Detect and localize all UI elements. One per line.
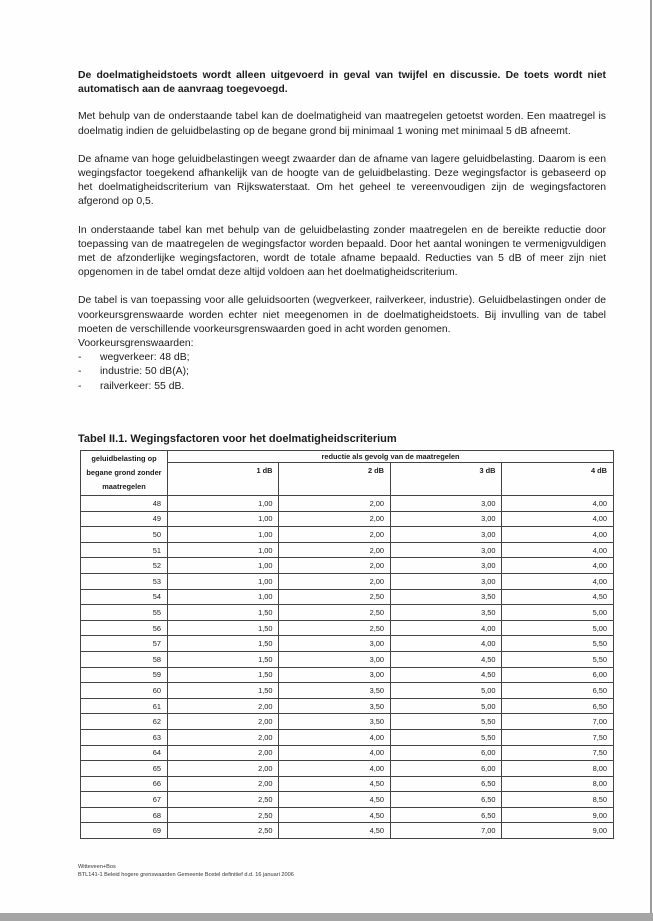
factor-cell: 5,50: [502, 651, 614, 667]
factor-cell: 5,00: [390, 683, 501, 699]
factor-cell: 4,00: [502, 527, 614, 543]
factor-cell: 2,50: [168, 823, 279, 839]
factor-cell: 1,00: [168, 542, 279, 558]
table-row: [81, 527, 614, 543]
factor-cell: 4,50: [279, 776, 390, 792]
table-row: [81, 807, 614, 823]
factor-cell: 2,00: [168, 698, 279, 714]
noise-level-cell: 65: [81, 761, 168, 777]
factor-cell: 2,00: [279, 542, 390, 558]
table-row: [81, 496, 614, 512]
factor-cell: 1,50: [168, 683, 279, 699]
factor-cell: 9,00: [502, 807, 614, 823]
factor-cell: 3,50: [279, 714, 390, 730]
noise-level-cell: 56: [81, 620, 168, 636]
factor-cell: 4,00: [390, 620, 501, 636]
factor-cell: 2,00: [279, 496, 390, 512]
factor-cell: 4,00: [279, 761, 390, 777]
noise-level-cell: 63: [81, 729, 168, 745]
noise-level-cell: 55: [81, 605, 168, 621]
group-header: reductie als gevolg van de maatregelen: [168, 451, 614, 463]
table-row: [81, 667, 614, 683]
table-row: [81, 745, 614, 761]
noise-level-cell: 60: [81, 683, 168, 699]
factor-cell: 1,50: [168, 636, 279, 652]
factor-cell: 3,50: [279, 683, 390, 699]
noise-level-cell: 64: [81, 745, 168, 761]
factor-cell: 2,00: [168, 714, 279, 730]
noise-level-cell: 49: [81, 511, 168, 527]
factor-cell: 4,00: [502, 542, 614, 558]
factor-cell: 6,00: [390, 761, 501, 777]
factor-cell: 6,50: [390, 792, 501, 808]
list-item: - industrie: 50 dB(A);: [78, 365, 606, 379]
factor-cell: 5,50: [390, 729, 501, 745]
factor-cell: 2,00: [279, 558, 390, 574]
factor-cell: 6,00: [502, 667, 614, 683]
factor-cell: 1,00: [168, 511, 279, 527]
column-header: 4 dB: [502, 463, 614, 496]
table-row: [81, 511, 614, 527]
factor-cell: 6,50: [502, 683, 614, 699]
factor-cell: 4,50: [390, 651, 501, 667]
table-row: [81, 542, 614, 558]
factor-cell: 3,00: [279, 667, 390, 683]
table-row: [81, 683, 614, 699]
factor-cell: 3,50: [390, 589, 501, 605]
noise-level-cell: 50: [81, 527, 168, 543]
factor-cell: 5,50: [502, 636, 614, 652]
factor-cell: 4,50: [279, 807, 390, 823]
factor-cell: 8,50: [502, 792, 614, 808]
footer-reference: BTL141-1 Beleid hogere grenswaarden Gemeente Boxtel definitief d.d. 16 januari 2006: [78, 871, 294, 878]
factor-cell: 7,00: [502, 714, 614, 730]
factor-cell: 2,00: [168, 745, 279, 761]
column-header: 2 dB: [279, 463, 390, 496]
table-row: [81, 823, 614, 839]
factor-cell: 3,00: [390, 496, 501, 512]
factor-cell: 1,50: [168, 651, 279, 667]
factor-cell: 4,00: [279, 729, 390, 745]
table-row: [81, 620, 614, 636]
factor-cell: 3,50: [390, 605, 501, 621]
factor-cell: 5,50: [390, 714, 501, 730]
factor-cell: 2,00: [168, 776, 279, 792]
factor-cell: 7,50: [502, 745, 614, 761]
paragraph-2: De afname van hoge geluidbelastingen weegt zwaarder dan de afname van lagere geluidbelasting. Daarom is een wegingsfactor toegekend afhankelijk van de hoogte van de geluidbelasting. Deze wegingsfactor is gebaseerd op het doelmatigheidscriterium van Rijkswaterstaat. Om het geheel te vereenvoudigen zijn de wegingsfactoren afgerond op 0,5.: [78, 153, 606, 208]
factor-cell: 2,50: [168, 807, 279, 823]
paragraph-1: Met behulp van de onderstaande tabel kan de doelmatigheid van maatregelen getoetst worden. Een maatregel is doelmatig indien de geluidbelasting op de begane grond bij minimaal 1 woning met minimaal 5 dB afneemt.: [78, 111, 606, 137]
factor-cell: 1,00: [168, 558, 279, 574]
factor-cell: 4,00: [390, 636, 501, 652]
factor-cell: 4,50: [279, 823, 390, 839]
factor-cell: 4,50: [279, 792, 390, 808]
noise-level-cell: 69: [81, 823, 168, 839]
page-footer: [78, 864, 294, 879]
factor-cell: 4,50: [502, 589, 614, 605]
factor-cell: 5,00: [390, 698, 501, 714]
factor-cell: 3,00: [390, 542, 501, 558]
noise-level-cell: 58: [81, 651, 168, 667]
table-row: [81, 573, 614, 589]
factor-cell: 8,00: [502, 761, 614, 777]
noise-level-cell: 67: [81, 792, 168, 808]
table-body: [81, 496, 614, 839]
factor-cell: 3,00: [279, 636, 390, 652]
factor-cell: 4,00: [502, 573, 614, 589]
factor-cell: 2,50: [279, 605, 390, 621]
viewer-bottom-edge: [0, 913, 653, 921]
noise-level-cell: 68: [81, 807, 168, 823]
threshold-list: [78, 351, 606, 394]
noise-level-cell: 48: [81, 496, 168, 512]
factor-cell: 3,00: [390, 511, 501, 527]
column-header: 3 dB: [390, 463, 501, 496]
factor-cell: 1,50: [168, 605, 279, 621]
table-row: [81, 558, 614, 574]
table-row: [81, 636, 614, 652]
paragraph-4: [78, 294, 606, 393]
table-row: [81, 605, 614, 621]
factor-cell: 2,00: [168, 761, 279, 777]
list-item: - railverkeer: 55 dB.: [78, 380, 606, 394]
applicability-text: De tabel is van toepassing voor alle geluidsoorten (wegverkeer, railverkeer, industrie). Geluidbelastingen onder de voorkeursgrenswaarde worden echter niet meegenomen in de doelmatigheidstoets. Bij invulling van de tabel moeten de verschillende voorkeursgrenswaarden goed in acht worden genomen.: [78, 295, 606, 335]
factor-cell: 2,50: [279, 620, 390, 636]
factor-cell: 2,50: [279, 589, 390, 605]
factor-cell: 2,00: [168, 729, 279, 745]
table-row: [81, 729, 614, 745]
factor-cell: 7,50: [502, 729, 614, 745]
paragraph-3: In onderstaande tabel kan met behulp van de geluidbelasting zonder maatregelen en de bereikte reductie door toepassing van de maatregelen de wegingsfactor worden bepaald. Door het aantal woningen te vermenigvuldigen met de afzonderlijke wegingsfactoren, wordt de totale afname bepaald. Reducties van 5 dB of meer zijn niet opgenomen in de tabel omdat deze altijd voldoen aan het doelmatigheidscriterium.: [78, 224, 606, 279]
factor-cell: 3,00: [390, 558, 501, 574]
factor-cell: 4,00: [502, 558, 614, 574]
factor-cell: 8,00: [502, 776, 614, 792]
list-heading: Voorkeursgrenswaarden:: [78, 338, 194, 350]
table-row: [81, 761, 614, 777]
noise-level-cell: 52: [81, 558, 168, 574]
factor-cell: 1,00: [168, 496, 279, 512]
factor-cell: 1,00: [168, 527, 279, 543]
noise-level-cell: 53: [81, 573, 168, 589]
factor-cell: 2,00: [279, 527, 390, 543]
noise-level-cell: 59: [81, 667, 168, 683]
factor-cell: 5,00: [502, 605, 614, 621]
footer-company: Witteveen+Bos: [78, 864, 116, 870]
factor-cell: 1,00: [168, 589, 279, 605]
factor-cell: 4,50: [390, 667, 501, 683]
lead-paragraph: De doelmatigheidstoets wordt alleen uitgevoerd in geval van twijfel en discussie. De toets wordt niet automatisch aan de aanvraag toegevoegd.: [78, 70, 606, 96]
factor-cell: 1,50: [168, 667, 279, 683]
factor-cell: 9,00: [502, 823, 614, 839]
factor-cell: 6,50: [390, 807, 501, 823]
factor-cell: 3,50: [279, 698, 390, 714]
factor-cell: 6,50: [390, 776, 501, 792]
weighting-factors-table: [80, 450, 614, 839]
noise-level-cell: 66: [81, 776, 168, 792]
factor-cell: 4,00: [279, 745, 390, 761]
factor-cell: 4,00: [502, 511, 614, 527]
factor-cell: 2,50: [168, 792, 279, 808]
factor-cell: 1,50: [168, 620, 279, 636]
table-row: [81, 698, 614, 714]
factor-cell: 6,50: [502, 698, 614, 714]
table-row: [81, 776, 614, 792]
table-row: [81, 714, 614, 730]
noise-level-cell: 62: [81, 714, 168, 730]
row-header: geluidbelasting op begane grond zonder maatregelen: [81, 451, 168, 496]
noise-level-cell: 57: [81, 636, 168, 652]
table-title: Tabel II.1. Wegingsfactoren voor het doelmatigheidscriterium: [78, 433, 397, 445]
noise-level-cell: 51: [81, 542, 168, 558]
table-row: [81, 589, 614, 605]
factor-cell: 7,00: [390, 823, 501, 839]
factor-cell: 3,00: [390, 573, 501, 589]
list-item: - wegverkeer: 48 dB;: [78, 351, 606, 365]
factor-cell: 4,00: [502, 496, 614, 512]
factor-cell: 6,00: [390, 745, 501, 761]
factor-cell: 3,00: [390, 527, 501, 543]
factor-cell: 3,00: [279, 651, 390, 667]
table-row: [81, 792, 614, 808]
factor-cell: 1,00: [168, 573, 279, 589]
factor-cell: 2,00: [279, 511, 390, 527]
document-body: [78, 69, 606, 394]
noise-level-cell: 61: [81, 698, 168, 714]
table-row: [81, 651, 614, 667]
factor-cell: 2,00: [279, 573, 390, 589]
noise-level-cell: 54: [81, 589, 168, 605]
factor-cell: 5,00: [502, 620, 614, 636]
column-header: 1 dB: [168, 463, 279, 496]
